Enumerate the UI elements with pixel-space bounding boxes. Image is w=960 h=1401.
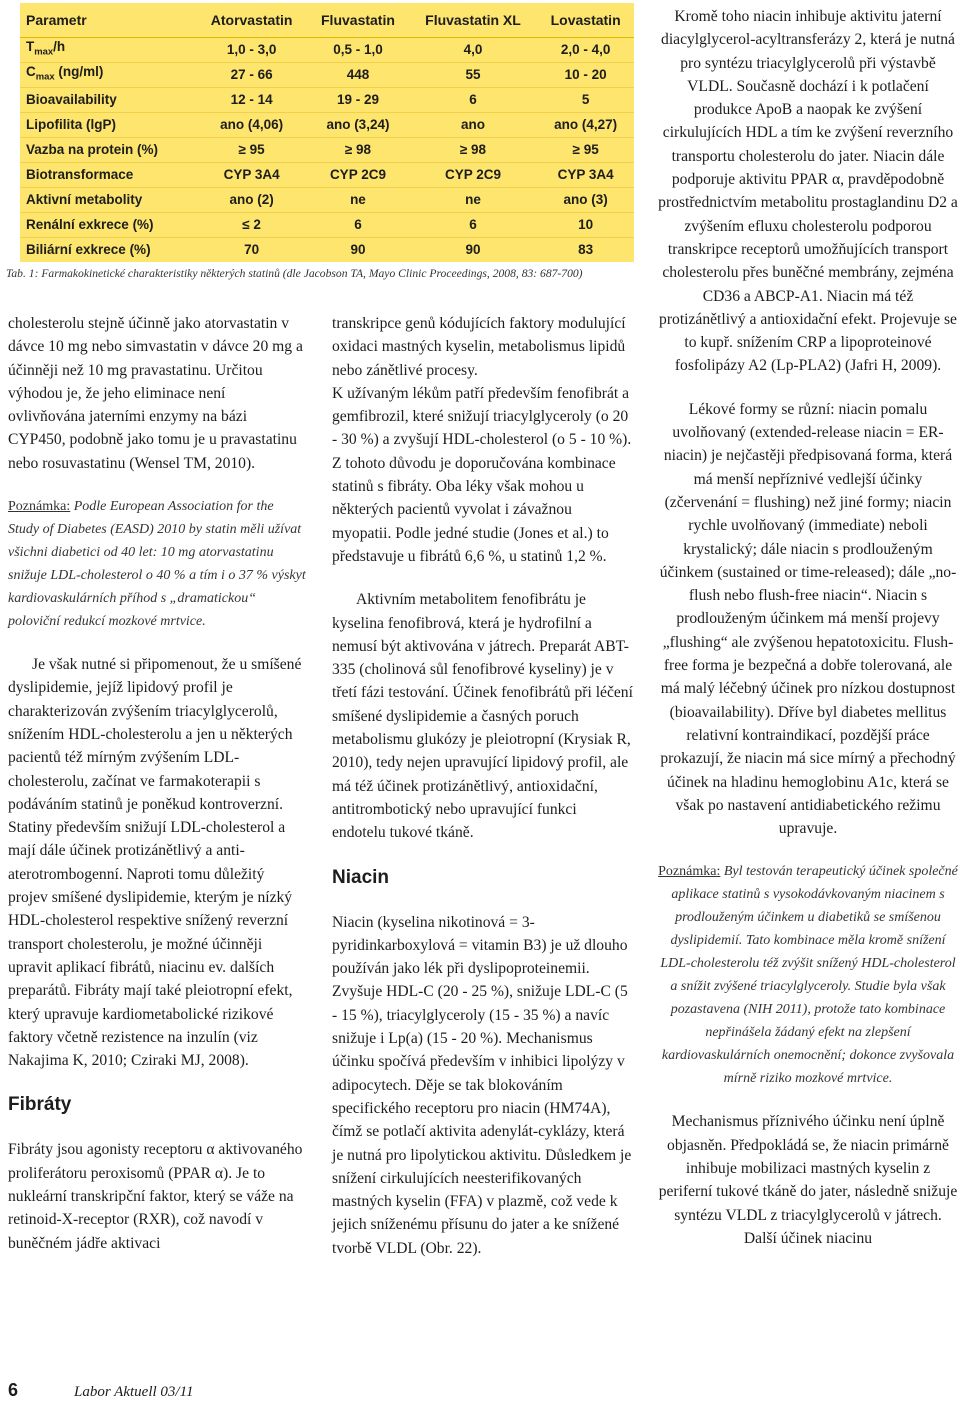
note-label: Poznámka:: [8, 499, 71, 515]
table-cell: 19 - 29: [307, 88, 409, 113]
table-cell: ano (3): [537, 188, 634, 213]
table-row-label: Renální exkrece (%): [20, 213, 196, 238]
table-cell: CYP 2C9: [409, 163, 538, 188]
paragraph: Mechanismus příznivého účinku není úplně objasněn. Předpokládá se, že niacin primárně inhibuje mobilizaci mastných kyselin z periferní tukové tkáně do jater, následně snižuje syntézu VLDL z triacylglycerolů v játrech. Další účinek niacinu: [658, 1113, 958, 1247]
paragraph: transkripce genů kódujících faktory modulující oxidaci mastných kyselin, metabolismus lipidů nebo zánětlivé procesy.: [332, 315, 626, 379]
note: [658, 860, 958, 1090]
table-row-label: Biotransformace: [20, 163, 196, 188]
table-cell: CYP 3A4: [196, 163, 307, 188]
paragraph: Niacin (kyselina nikotinová = 3-pyridinkarboxylová = vitamin B3) je už dlouho používán jako lék při dyslipoproteinemii. Zvyšuje HDL-C (20 - 25 %), snižuje LDL-C (5 - 15 %), triacylglyceroly (15 - 35 %) a navíc snižuje i Lp(a) (15 - 20 %). Mechanismus účinku spočívá především v inhibici lipolýzy v adipocytech. Děje se tak blokováním specifického receptoru pro niacin (HM74A), čímž se potlačí aktivita adenylát-cyklázy, která je nutná pro lipolytickou aktivitu. Důsledkem je snížení cirkulujících neesterifikovaných mastných kyselin (FFA) v plazmě, což vede k jejich sníženému přísunu do jater a ke snížené tvorbě VLDL (Obr. 22).: [332, 913, 632, 1257]
paragraph: Fibráty jsou agonisty receptoru α aktivovaného proliferátoru peroxisomů (PPAR α). Je to nukleární transkripční faktor, který se váže na retinoid-X-receptor (RXR), což navodí v buněčném jádře aktivaci: [8, 1141, 303, 1252]
table-row-label: Aktivní metabolity: [20, 188, 196, 213]
table-header-row: [20, 3, 634, 38]
table-cell: CYP 3A4: [537, 163, 634, 188]
table-cell: 10 - 20: [537, 63, 634, 88]
table-cell: ≥ 95: [196, 138, 307, 163]
table-cell: 4,0: [409, 38, 538, 63]
column-middle: [332, 312, 634, 1260]
table-caption: Tab. 1: Farmakokinetické charakteristiky některých statinů (dle Jacobson TA, Mayo Clinic Proceedings, 2008, 83: 687-700): [6, 267, 583, 280]
table-cell: 6: [307, 213, 409, 238]
table-cell: 10: [537, 213, 634, 238]
table-row: [20, 163, 634, 188]
pharmacokinetics-table: [20, 3, 634, 262]
table-cell: ≥ 95: [537, 138, 634, 163]
section-heading-fibraty: Fibráty: [8, 1094, 72, 1116]
column-right: [658, 5, 958, 1250]
table-row: [20, 188, 634, 213]
table-row: [20, 63, 634, 88]
table-cell: 55: [409, 63, 538, 88]
table-cell: CYP 2C9: [307, 163, 409, 188]
page-footer: [8, 1380, 193, 1401]
table-cell: 90: [350, 242, 366, 257]
table-cell: 70: [244, 242, 260, 257]
table-row-label: Bioavailability: [20, 88, 196, 113]
table-row: [20, 238, 634, 263]
table-header: Fluvastatin XL: [409, 3, 538, 38]
table-row: [20, 38, 634, 63]
table-cell: ne: [307, 188, 409, 213]
paragraph: cholesterolu stejně účinně jako atorvastatin v dávce 10 mg nebo simvastatin v dávce 20 mg a účinněji než 10 mg pravastatinu. Určitou výhodou je, že jeho eliminace není ovlivňována jaterními enzymy na bázi CYP450, podobně jako tomu je u pravastatinu nebo rosuvastatinu (Wensel TM, 2010).: [8, 315, 303, 472]
table-cell: 27 - 66: [196, 63, 307, 88]
table-cell: 6: [409, 88, 538, 113]
paragraph: Kromě toho niacin inhibuje aktivitu jaterní diacylglycerol-acyltransferázy 2, která je nutná pro syntézu triacylglycerolů při výstavbě VLDL. Současně dochází i k potlačení produkce ApoB a naopak ke zvýšení cirkulujících HDL a tím ke zvýšení reverzního transportu cholesterolu do jater. Niacin dále podporuje aktivitu PPAR α, pravděpodobně prostřednictvím metabolitu prostaglandinu D2 a zvýšením efluxu cholesterolu podporou transkripce receptorů umožňujících transport cholesterolu přes buněčné membrány, zejména CD36 a ABCP-A1. Niacin má též protizánětlivý a antioxidační efekt. Projevuje se to kupř. snížením CRP a lipoproteinové fosfolipázy A2 (Lp-PLA2) (Jafri H, 2009).: [658, 8, 958, 375]
table-header: Atorvastatin: [196, 3, 307, 38]
table-cell: 83: [578, 242, 594, 257]
table-cell: ≥ 98: [307, 138, 409, 163]
table-cell: ano (4,27): [537, 113, 634, 138]
table-cell: ≤ 2: [196, 213, 307, 238]
note: [8, 495, 306, 633]
table-cell: 12 - 14: [196, 88, 307, 113]
table-row: [20, 113, 634, 138]
page-number: 6: [8, 1380, 19, 1400]
table-cell: 6: [409, 213, 538, 238]
table-row-label: $C_{max}$ (ng/ml): [20, 63, 196, 88]
table-cell: ano (2): [196, 188, 307, 213]
table-row: [20, 138, 634, 163]
table-cell: 2,0 - 4,0: [537, 38, 634, 63]
table-cell: 5: [537, 88, 634, 113]
note-text: Byl testován terapeutický účinek společné aplikace statinů s vysokodávkovaným niacinem s prodlouženým účinkem u diabetiků se smíšenou dyslipidemií. Tato kombinace měla kromě snížení LDL-cholesterolu též zvýšit snížený HDL-cholesterol a snížit zvýšené triacylglyceroly. Studie byla však pozastavena (NIH 2011), protože tato kombinace nepřinášela žádaný efekt na zlepšení kardiovaskulárních onemocnění; dokonce zvyšovala mírně riziko mozkové mrtvice.: [660, 864, 958, 1087]
table-cell: ano (3,24): [307, 113, 409, 138]
table-row-label: Vazba na protein (%): [20, 138, 196, 163]
table-body: [20, 38, 634, 263]
table-cell: 1,0 - 3,0: [196, 38, 307, 63]
table-cell: 0,5 - 1,0: [307, 38, 409, 63]
paragraph: Lékové formy se různí: niacin pomalu uvolňovaný (extended-release niacin = ER-niacin) je nejčastěji předpisovaná forma, která má menší nepříznivé vedlejší účinky (zčervenání = flushing) než jiné formy; niacin rychle uvolňovaný (immediate) neboli krystalický; dále niacin s prodlouženým účinkem (sustained or time-released); dále „no-flush nebo flush-free niacin“. Niacin s prodlouženým účinkem má menší projevy „flushing“ ale zvýšenou hepatotoxicitu. Flush-free forma je bezpečná a dobře tolerovaná, ale má malý léčebný účinek pro nízkou dostupnost (bioavailability). Dříve byl diabetes mellitus relativní kontraindikací, pozdější práce prokazují, že niacin má sice mírný a přechodný účinek na hladinu hemoglobinu A1c, která se však po nastavení antidiabetického režimu upravuje.: [659, 400, 957, 838]
table-header: Parametr: [20, 3, 196, 38]
journal-name: Labor Aktuell 03/11: [74, 1384, 194, 1400]
table-cell: ≥ 98: [409, 138, 538, 163]
table-header: Lovastatin: [537, 3, 634, 38]
table-cell: ano (4,06): [196, 113, 307, 138]
note-label: Poznámka:: [658, 864, 721, 880]
note-text: Podle European Association for the Study of Diabetes (EASD) 2010 by statin měli užívat všichni diabetici od 40 let: 10 mg atorvastatinu snižuje LDL-cholesterol o 40 % a tím i o 37 % výskyt kardiovaskulárních příhod s „dramatickou“ poloviční redukcí mozkové mrtvice.: [8, 499, 306, 630]
table-cell: 448: [307, 63, 409, 88]
paragraph: Je však nutné si připomenout, že u smíšené dyslipidemie, jejíž lipidový profil je charakterizován zvýšením triacylglycerolů, snížením HDL-cholesterolu a jen u některých pacientů též mírným zvýšením LDL-cholesterolu, začínat ve farmakoterapii s podáváním statinů je poněkud kontroverzní. Statiny především snižují LDL-cholesterol a mají dále účinek protizánětlivý a anti-aterotrombogenní. Naproti tomu důležitý projev smíšené dyslipidemie, kterým je nízký HDL-cholesterol respektive snížený reverzní transport cholesterolu, je možné účinněji upravit aplikací fibrátů, niacinu ev. dalších preparátů. Fibráty mají také pleiotropní efekt, který upravuje kardiometabolické rizikové faktory včetně rezistence na inzulín (viz Nakajima K, 2010; Cziraki MJ, 2008).: [8, 656, 302, 1070]
section-heading-niacin: Niacin: [332, 866, 390, 888]
table-cell: ano: [409, 113, 538, 138]
table-header: Fluvastatin: [307, 3, 409, 38]
table-cell: ne: [409, 188, 538, 213]
table-row: [20, 213, 634, 238]
table-row-label: $T_{max}/h$: [20, 38, 196, 63]
paragraph: Aktivním metabolitem fenofibrátu je kyselina fenofibrová, která je hydrofilní a nemusí být aktivována v játrech. Preparát ABT-335 (cholinová sůl fenofibrové kyseliny) je v třetí fázi testování. Účinek fenofibrátů při léčení smíšené dyslipidemie a časných poruch metabolismu glukózy je pleiotropní (Krysiak R, 2010), tedy nejen upravující lipidový profil, ale má též účinek protizánětlivý, antioxidační, antitrombotický nebo upravující funkci endotelu tukové tkáně.: [332, 591, 633, 842]
column-left: [8, 312, 306, 1255]
table-cell: 90: [465, 242, 481, 257]
paragraph: K užívaným lékům patří především fenofibrát a gemfibrozil, které snižují triacylglyceroly (o 20 - 30 %) a zvyšují HDL-cholesterol (o 5 - 10 %). Z tohoto důvodu je doporučována kombinace statinů s fibráty. Oba léky však mohou u některých pacientů vyvolat i závažnou myopatii. Podle jedné studie (Jones et al.) to představuje u fibrátů 6,6 %, u statinů 1,2 %.: [332, 384, 632, 565]
table-row-label: Lipofilita (lgP): [20, 113, 196, 138]
table-row: [20, 88, 634, 113]
table-row-label: Biliární exkrece (%): [26, 242, 151, 257]
